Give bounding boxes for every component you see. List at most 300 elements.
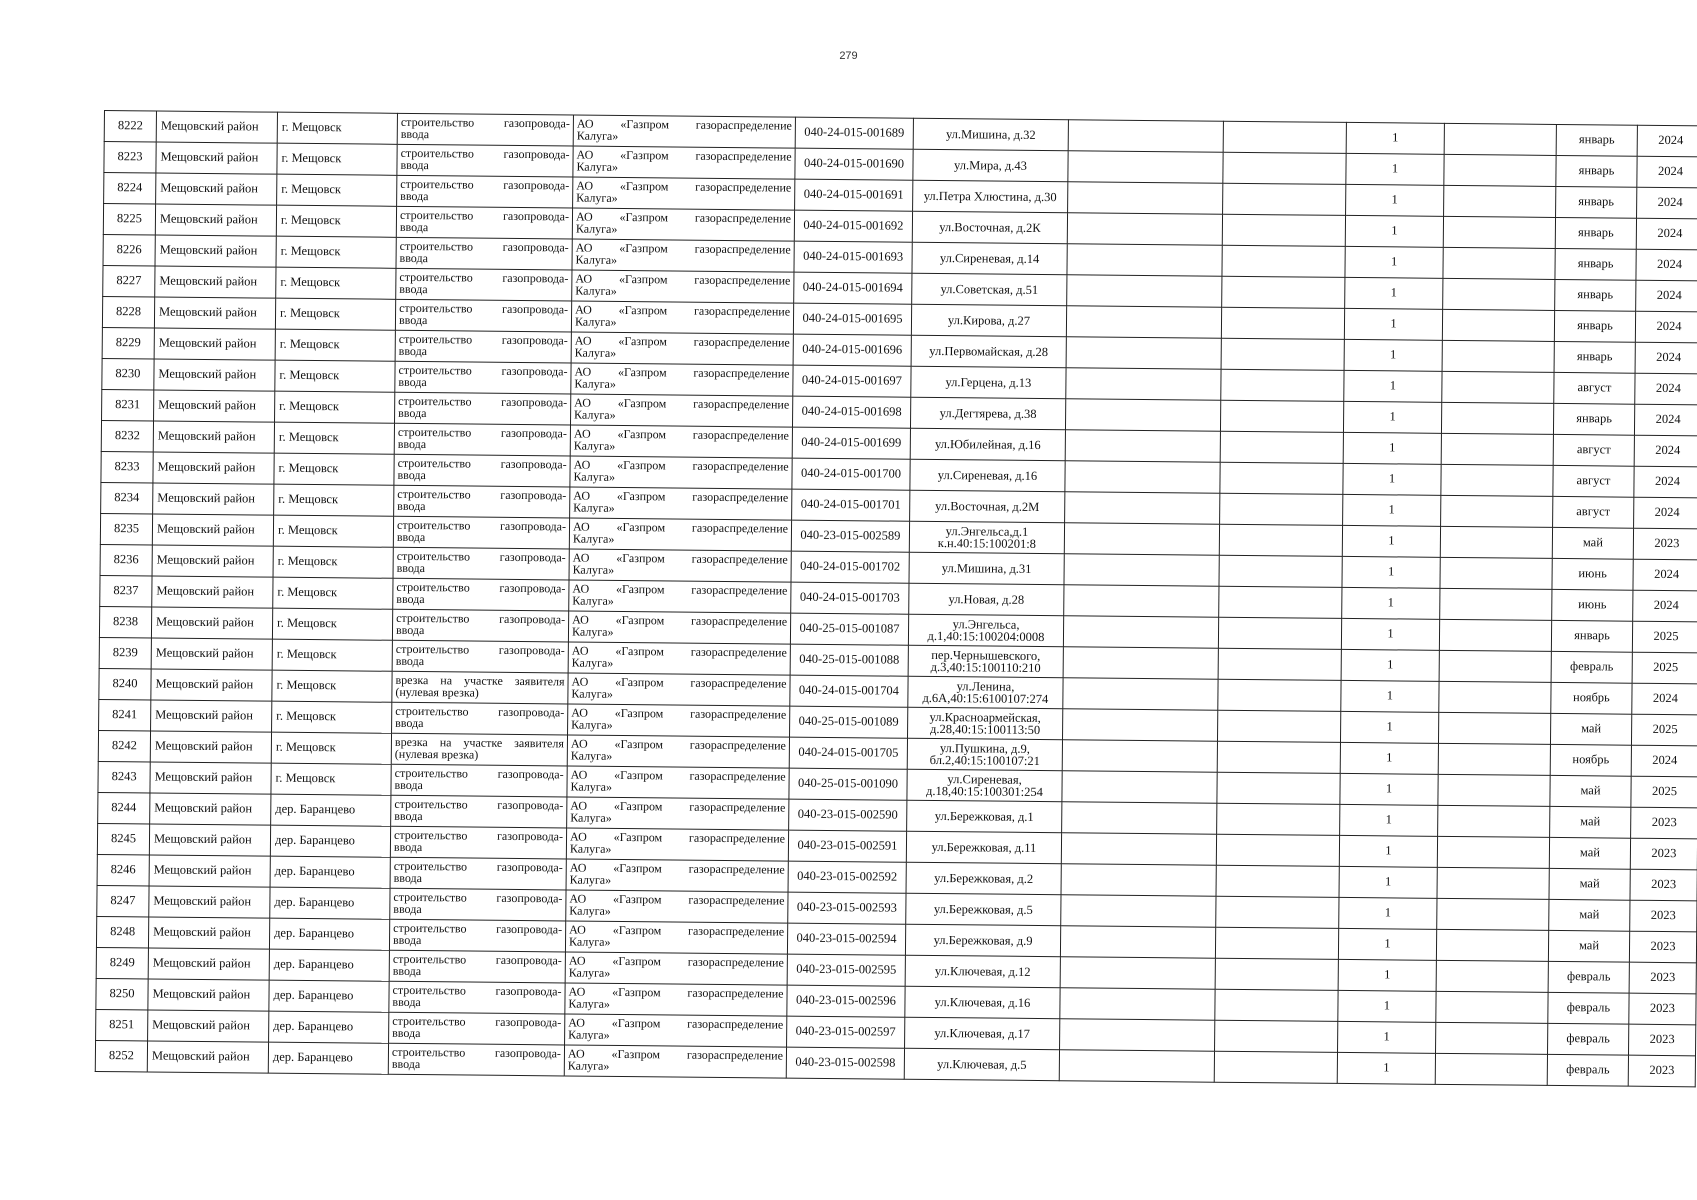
empty-cell: [1444, 185, 1556, 217]
quantity-cell: 1: [1341, 680, 1439, 712]
work-type-cell: [395, 330, 571, 363]
application-code-cell: 040-23-015-002597: [787, 1016, 905, 1048]
organization-cell-line: АО «Газпром газораспределение: [575, 209, 792, 226]
work-type-cell: [396, 268, 572, 301]
work-type-cell-line: ввода: [392, 1025, 421, 1041]
locality-cell: г. Мещовск: [272, 639, 392, 671]
district-cell: Мещовский район: [150, 731, 271, 763]
quantity-cell: 1: [1343, 401, 1441, 433]
empty-cell: [1438, 712, 1550, 744]
row-number: 8227: [103, 265, 155, 296]
application-code-cell: 040-24-015-001704: [790, 675, 908, 707]
organization-cell-line: АО «Газпром газораспределение: [567, 1046, 784, 1063]
empty-cell: [1067, 213, 1222, 245]
year-cell: 2023: [1631, 807, 1697, 839]
year-cell: 2024: [1637, 156, 1697, 188]
row-number: 8243: [98, 761, 150, 792]
district-cell: Мещовский район: [152, 514, 273, 546]
locality-cell: г. Мещовск: [273, 515, 393, 547]
application-code-cell: 040-24-015-001695: [793, 303, 911, 335]
address-cell-line: ул.Энгельса,д.1 к.н.: [937, 523, 1029, 551]
row-number: 8241: [99, 699, 151, 730]
work-type-cell-line: ввода: [400, 126, 430, 142]
locality-cell: г. Мещовск: [274, 422, 394, 454]
locality-cell: г. Мещовск: [277, 143, 397, 175]
organization-cell-line: Калуга»: [573, 438, 616, 453]
work-type-cell-line: строительство газопровода-: [398, 332, 568, 348]
address-cell: [910, 397, 1065, 429]
address-cell: [908, 645, 1063, 677]
work-type-cell-line: строительство газопровода-: [399, 301, 569, 317]
work-type-cell: [389, 919, 565, 952]
work-type-cell-line: строительство газопровода-: [395, 704, 565, 720]
empty-cell: [1221, 338, 1344, 370]
month-cell: май: [1549, 837, 1630, 869]
organization-cell-line: Калуга»: [574, 314, 617, 329]
month-cell: февраль: [1551, 651, 1632, 683]
organization-cell-line: Калуга»: [568, 934, 611, 949]
work-type-cell-line: ввода: [397, 498, 426, 514]
work-type-cell-line: ввода: [396, 591, 425, 607]
empty-cell: [1443, 247, 1555, 279]
empty-cell: [1067, 244, 1222, 276]
work-type-cell: [389, 981, 565, 1014]
district-cell: Мещовский район: [151, 638, 272, 670]
organization-cell: [565, 1014, 787, 1047]
work-type-cell-line: ввода: [392, 932, 422, 948]
empty-cell: [1222, 245, 1345, 277]
organization-cell-line: АО «Газпром газораспределение: [570, 736, 786, 753]
work-type-cell-line: ввода: [393, 870, 423, 886]
locality-cell: г. Мещовск: [276, 205, 396, 237]
organization-cell-line: АО «Газпром газораспределение: [576, 178, 792, 195]
year-cell: 2023: [1629, 962, 1696, 994]
empty-cell: [1060, 926, 1215, 958]
empty-cell: [1065, 430, 1220, 462]
month-cell: август: [1553, 465, 1634, 497]
address-cell: [909, 552, 1064, 584]
empty-cell: [1217, 741, 1340, 773]
empty-cell: [1066, 306, 1221, 338]
empty-cell: [1060, 988, 1215, 1020]
organization-cell-line: Калуга»: [568, 996, 611, 1011]
address-cell: [906, 862, 1061, 894]
work-type-cell-line: строительство газопровода-: [393, 890, 563, 906]
address-cell: [910, 459, 1065, 491]
month-cell: июнь: [1552, 558, 1633, 590]
organization-cell-line: АО «Газпром газораспределение: [575, 240, 791, 257]
work-type-cell: [391, 795, 567, 828]
organization-cell-line: Калуга»: [570, 810, 612, 825]
address-cell-line: ул.Бережковая, д.9: [933, 932, 1033, 948]
quantity-cell: 1: [1337, 1052, 1435, 1084]
address-cell-line: ул.Мишина, д.31: [941, 560, 1032, 576]
month-cell: январь: [1554, 341, 1635, 373]
empty-cell: [1068, 151, 1223, 183]
work-type-cell: [395, 392, 571, 425]
application-code-cell: 040-25-015-001090: [789, 768, 907, 800]
address-cell: [910, 490, 1065, 522]
organization-cell: [564, 1045, 786, 1078]
month-cell: январь: [1556, 186, 1637, 218]
address-cell: [912, 242, 1067, 274]
empty-cell: [1219, 524, 1342, 556]
locality-cell: дер. Баранцево: [269, 918, 389, 950]
organization-cell-line: АО «Газпром газораспределение: [574, 395, 790, 412]
organization-cell-line: АО «Газпром газораспределение: [569, 922, 785, 939]
work-type-cell: [393, 578, 569, 611]
empty-cell: [1439, 619, 1551, 651]
row-number: 8234: [101, 482, 153, 513]
organization-cell: [567, 735, 789, 768]
work-type-cell: [388, 1043, 564, 1076]
empty-cell: [1436, 1022, 1548, 1054]
address-cell: [906, 831, 1061, 863]
year-cell: 2024: [1633, 559, 1697, 591]
organization-cell-line: АО «Газпром газораспределение: [569, 860, 785, 877]
organization-cell: [565, 921, 787, 954]
organization-cell-line: Калуга»: [573, 500, 615, 515]
locality-cell: г. Мещовск: [275, 329, 395, 361]
application-code-cell: 040-24-015-001701: [792, 489, 910, 521]
locality-cell: дер. Баранцево: [270, 856, 390, 888]
year-cell: 2023: [1633, 528, 1697, 560]
row-number: 8239: [99, 637, 151, 668]
work-type-cell-line: ввода: [395, 715, 424, 731]
empty-cell: [1066, 337, 1221, 369]
address-cell-line: ул.Ключевая, д.16: [934, 994, 1031, 1010]
empty-cell: [1060, 957, 1215, 989]
work-type-cell: [392, 702, 568, 735]
month-cell: август: [1554, 372, 1635, 404]
organization-cell: [571, 363, 793, 396]
organization-cell-line: Калуга»: [572, 593, 614, 608]
empty-cell: [1441, 464, 1553, 496]
application-code-cell: 040-23-015-002589: [791, 520, 909, 552]
locality-cell: г. Мещовск: [277, 112, 397, 144]
quantity-cell: 1: [1340, 742, 1438, 774]
work-type-cell: [394, 485, 570, 518]
locality-cell: дер. Баранцево: [269, 980, 389, 1012]
organization-cell: [571, 301, 793, 334]
address-cell-line: ул.Кирова, д.27: [947, 312, 1031, 328]
year-cell: 2024: [1632, 683, 1697, 715]
organization-cell: [568, 673, 790, 706]
empty-cell: [1436, 991, 1548, 1023]
year-cell: 2024: [1636, 249, 1697, 281]
month-cell: май: [1549, 899, 1630, 931]
address-cell-line: ул.Сиреневая, д.14: [939, 250, 1040, 266]
work-type-cell: [395, 299, 571, 332]
work-type-cell: [396, 237, 572, 270]
locality-cell: г. Мещовск: [274, 453, 394, 485]
year-cell: 2025: [1631, 714, 1697, 746]
empty-cell: [1439, 650, 1551, 682]
address-cell-line: ул.Ключевая, д.12: [934, 963, 1031, 979]
organization-cell: [568, 704, 790, 737]
address-cell: [911, 304, 1066, 336]
empty-cell: [1444, 154, 1556, 186]
district-cell: Мещовский район: [151, 669, 272, 701]
empty-cell: [1063, 678, 1218, 710]
organization-cell: [572, 270, 794, 303]
row-number: 8233: [101, 451, 153, 482]
quantity-cell: 1: [1342, 556, 1440, 588]
empty-cell: [1440, 557, 1552, 589]
empty-cell: [1068, 182, 1223, 214]
district-cell: Мещовский район: [153, 483, 274, 515]
application-code-cell: 040-23-015-002595: [787, 954, 905, 986]
work-type-cell-line: строительство газопровода-: [400, 146, 570, 162]
address-cell-line: 40:15:100301:254: [951, 784, 1043, 800]
work-type-cell-line: строительство газопровода-: [395, 642, 565, 658]
address-cell: [907, 800, 1062, 832]
year-cell: 2024: [1631, 745, 1697, 777]
address-cell-line: 40:15:6100107:274: [950, 691, 1049, 707]
empty-cell: [1065, 492, 1220, 524]
row-number: 8232: [101, 420, 153, 451]
quantity-cell: 1: [1341, 649, 1439, 681]
work-type-cell-line: ввода: [395, 653, 425, 669]
gas-connection-registry-table: [95, 110, 1697, 1087]
year-cell: 2023: [1630, 869, 1697, 901]
work-type-cell-line: ввода: [392, 963, 422, 979]
empty-cell: [1223, 183, 1346, 215]
locality-cell: г. Мещовск: [272, 608, 392, 640]
year-cell: 2025: [1632, 621, 1697, 653]
organization-cell-line: Калуга»: [576, 190, 618, 205]
empty-cell: [1064, 523, 1219, 555]
month-cell: январь: [1556, 155, 1637, 187]
empty-cell: [1219, 555, 1342, 587]
empty-cell: [1064, 554, 1219, 586]
empty-cell: [1218, 648, 1341, 680]
district-cell: Мещовский район: [151, 700, 272, 732]
organization-cell-line: АО «Газпром газораспределение: [572, 581, 788, 598]
district-cell: Мещовский район: [148, 979, 269, 1011]
empty-cell: [1065, 399, 1220, 431]
quantity-cell: 1: [1342, 587, 1440, 619]
month-cell: май: [1548, 930, 1629, 962]
row-number: 8251: [96, 1009, 148, 1040]
empty-cell: [1063, 647, 1218, 679]
empty-cell: [1439, 681, 1551, 713]
work-type-cell-line: ввода: [393, 839, 423, 855]
month-cell: январь: [1551, 620, 1632, 652]
work-type-cell-line: строительство газопровода-: [392, 952, 562, 968]
quantity-cell: 1: [1338, 959, 1436, 991]
application-code-cell: 040-24-015-001692: [794, 210, 912, 242]
row-number: 8238: [99, 606, 151, 637]
month-cell: февраль: [1548, 992, 1629, 1024]
month-cell: ноябрь: [1551, 682, 1632, 714]
application-code-cell: 040-23-015-002598: [786, 1047, 904, 1079]
empty-cell: [1216, 896, 1339, 928]
empty-cell: [1443, 278, 1555, 310]
application-code-cell: 040-24-015-001699: [792, 427, 910, 459]
locality-cell: дер. Баранцево: [270, 887, 390, 919]
empty-cell: [1440, 526, 1552, 558]
month-cell: май: [1552, 527, 1633, 559]
empty-cell: [1220, 431, 1343, 463]
application-code-cell: 040-24-015-001693: [794, 241, 912, 273]
work-type-cell-line: строительство газопровода-: [398, 394, 568, 410]
organization-cell: [568, 642, 790, 675]
address-cell: [909, 521, 1064, 553]
district-cell: Мещовский район: [156, 142, 277, 174]
empty-cell: [1441, 433, 1553, 465]
application-code-cell: 040-23-015-002593: [788, 892, 906, 924]
empty-cell: [1438, 774, 1550, 806]
work-type-cell-line: ввода: [392, 994, 421, 1010]
district-cell: Мещовский район: [148, 948, 269, 980]
row-number: 8225: [103, 204, 155, 235]
page-number: 279: [839, 50, 858, 62]
address-cell-line: ул.Бережковая, д.2: [934, 870, 1034, 886]
address-cell: [905, 1017, 1060, 1049]
locality-cell: дер. Баранцево: [270, 825, 390, 857]
quantity-cell: 1: [1343, 463, 1441, 495]
address-cell-line: ул.Восточная, д.2М: [935, 498, 1040, 514]
address-cell-line: ул.Пушкина, д.9, бл.2,: [929, 740, 1031, 768]
organization-cell: [570, 394, 792, 427]
year-cell: 2023: [1629, 993, 1696, 1025]
work-type-cell-line: строительство газопровода-: [393, 921, 563, 937]
district-cell: Мещовский район: [152, 576, 273, 608]
address-cell-line: ул.Красноармейская, д.28,: [929, 709, 1041, 737]
organization-cell-line: Калуга»: [570, 779, 613, 794]
address-cell: [913, 149, 1068, 181]
district-cell: Мещовский район: [149, 855, 270, 887]
empty-cell: [1065, 461, 1220, 493]
empty-cell: [1440, 588, 1552, 620]
organization-cell-line: АО «Газпром газораспределение: [571, 705, 787, 722]
address-cell-line: ул.Бережковая, д.5: [933, 901, 1033, 917]
application-code-cell: 040-24-015-001690: [795, 148, 913, 180]
empty-cell: [1067, 275, 1222, 307]
organization-cell: [565, 952, 787, 985]
row-number: 8222: [104, 111, 156, 142]
empty-cell: [1064, 585, 1219, 617]
address-cell-line: ул.Сиреневая, д.16: [937, 467, 1038, 483]
address-cell-line: ул.Советская, д.51: [940, 281, 1039, 297]
district-cell: Мещовский район: [150, 762, 271, 794]
work-type-cell-line: ввода: [399, 250, 429, 266]
organization-cell-line: Калуга»: [576, 159, 619, 174]
organization-cell-line: АО «Газпром газораспределение: [571, 643, 787, 660]
organization-cell-line: Калуга»: [575, 283, 617, 298]
organization-cell-line: АО «Газпром газораспределение: [569, 829, 786, 846]
empty-cell: [1217, 710, 1340, 742]
empty-cell: [1220, 400, 1343, 432]
work-type-cell: [397, 144, 573, 177]
district-cell: Мещовский район: [149, 886, 270, 918]
organization-cell-line: АО «Газпром газораспределение: [572, 550, 788, 567]
row-number: 8224: [104, 173, 156, 204]
organization-cell: [570, 425, 792, 458]
organization-cell-line: АО «Газпром газораспределение: [576, 147, 792, 164]
month-cell: август: [1553, 434, 1634, 466]
locality-cell: г. Мещовск: [276, 267, 396, 299]
empty-cell: [1214, 1051, 1337, 1083]
application-code-cell: 040-23-015-002590: [789, 799, 907, 831]
organization-cell-line: АО «Газпром газораспределение: [576, 116, 792, 133]
address-cell-line: ул.Энгельса, д.1,: [927, 616, 1020, 644]
quantity-cell: 1: [1338, 928, 1436, 960]
quantity-cell: 1: [1345, 246, 1443, 278]
year-cell: 2023: [1628, 1055, 1695, 1087]
row-number: 8223: [104, 142, 156, 173]
organization-cell-line: АО «Газпром газораспределение: [568, 1015, 784, 1032]
address-cell: [910, 428, 1065, 460]
organization-cell-line: АО «Газпром газораспределение: [570, 798, 786, 815]
locality-cell: дер. Баранцево: [269, 949, 389, 981]
address-cell-line: ул.Юбилейная, д.16: [934, 436, 1041, 452]
work-type-cell-line: строительство газопровода-: [392, 1014, 562, 1030]
locality-cell: г. Мещовск: [272, 670, 392, 702]
address-cell: [912, 273, 1067, 305]
organization-cell-line: Калуга»: [572, 531, 615, 546]
district-cell: Мещовский район: [155, 204, 276, 236]
empty-cell: [1063, 616, 1218, 648]
empty-cell: [1059, 1050, 1214, 1082]
month-cell: май: [1550, 775, 1631, 807]
locality-cell: дер. Баранцево: [271, 794, 391, 826]
address-cell: [905, 924, 1060, 956]
address-cell-line: ул.Ленина, д.6А,: [922, 678, 1015, 706]
address-cell-line: пер.Чернышевского, д.3,: [930, 647, 1041, 675]
organization-cell-line: Калуга»: [575, 221, 618, 236]
address-cell: [904, 1048, 1059, 1080]
empty-cell: [1438, 805, 1550, 837]
work-type-cell-line: ввода: [399, 219, 429, 235]
organization-cell: [571, 332, 793, 365]
quantity-cell: 1: [1344, 308, 1442, 340]
empty-cell: [1062, 740, 1217, 772]
quantity-cell: 1: [1346, 153, 1444, 185]
address-cell-line: ул.Герцена, д.13: [945, 374, 1032, 390]
organization-cell: [572, 239, 794, 272]
organization-cell-line: АО «Газпром газораспределение: [573, 457, 789, 474]
row-number: 8226: [103, 234, 155, 265]
work-type-cell-line: ввода: [398, 405, 427, 421]
organization-cell-line: АО «Газпром газораспределение: [573, 488, 789, 505]
empty-cell: [1218, 617, 1341, 649]
work-type-cell-line: строительство газопровода-: [394, 766, 564, 782]
year-cell: 2024: [1636, 218, 1697, 250]
address-cell-line: ул.Бережковая, д.1: [934, 808, 1034, 824]
district-cell: Мещовский район: [149, 824, 270, 856]
organization-cell-line: Калуга»: [571, 717, 613, 732]
organization-cell: [569, 549, 791, 582]
empty-cell: [1221, 307, 1344, 339]
locality-cell: г. Мещовск: [275, 391, 395, 423]
quantity-cell: 1: [1338, 990, 1436, 1022]
organization-cell-line: АО «Газпром газораспределение: [573, 426, 789, 443]
work-type-cell-line: ввода: [397, 467, 426, 483]
application-code-cell: 040-24-015-001698: [792, 396, 910, 428]
row-number: 8249: [96, 947, 148, 978]
work-type-cell: [394, 423, 570, 456]
organization-cell-line: Калуга»: [567, 1058, 610, 1073]
application-code-cell: 040-25-015-001089: [790, 706, 908, 738]
empty-cell: [1441, 402, 1553, 434]
work-type-cell-line: ввода: [398, 343, 428, 359]
work-type-cell: [389, 1012, 565, 1045]
work-type-cell-line: строительство газопровода-: [396, 580, 566, 596]
address-cell: [907, 769, 1062, 801]
work-type-cell: [391, 733, 567, 766]
